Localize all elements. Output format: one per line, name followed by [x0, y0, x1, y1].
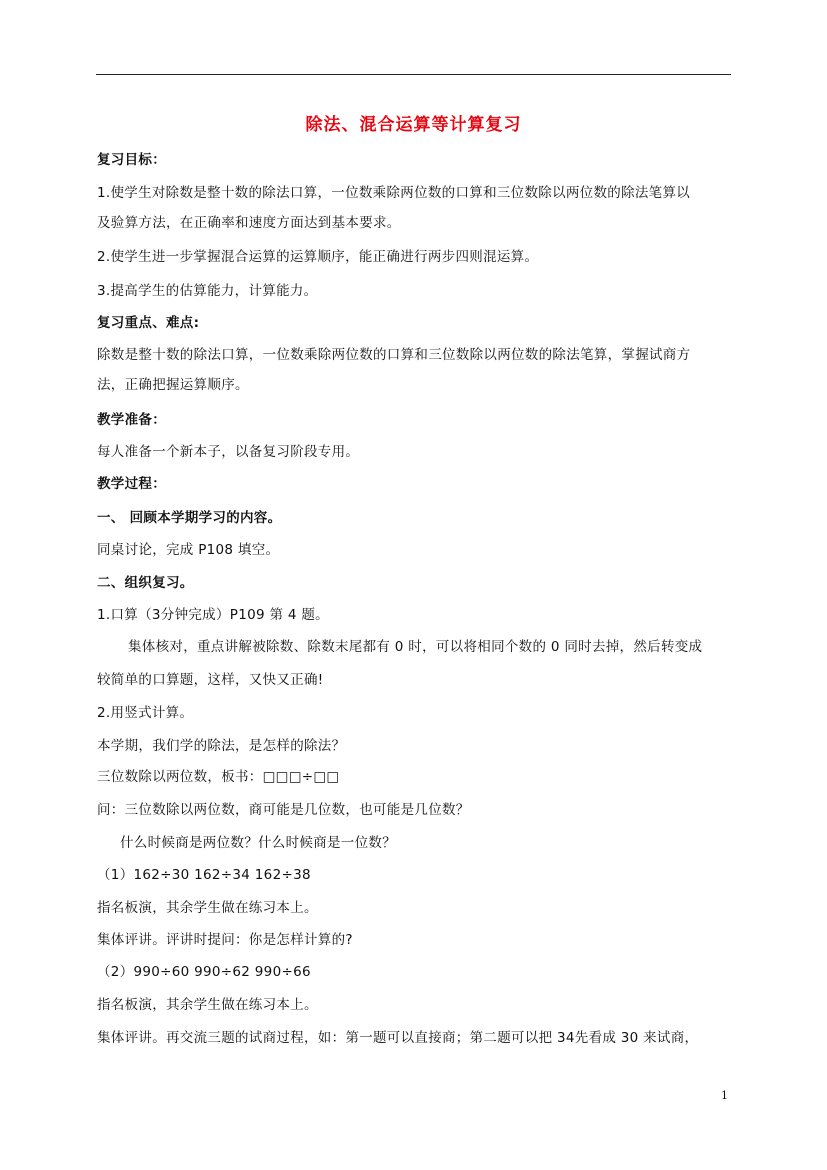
- paragraph-line: 集体评讲。再交流三题的试商过程，如：第一题可以直接商；第二题可以把 34先看成 30 来试商，: [97, 1030, 699, 1046]
- paragraph-line: 同桌讨论，完成 P108 填空。: [97, 542, 280, 558]
- paragraph-line: 2.用竖式计算。: [97, 705, 194, 721]
- exercise-line: （1）162÷30 162÷34 162÷38: [97, 867, 311, 883]
- paragraph-line: 什么时候商是两位数？什么时候商是一位数？: [120, 835, 396, 851]
- paragraph-line: 2.使学生进一步掌握混合运算的运算顺序，能正确进行两步四则混运算。: [97, 249, 539, 265]
- paragraph-line: 1.口算（3分钟完成）P109 第 4 题。: [97, 607, 329, 623]
- paragraph-line: 集体核对，重点讲解被除数、除数末尾都有 0 时，可以将相同个数的 0 同时去掉，然后转变成: [128, 639, 703, 655]
- heading-preparation: 教学准备：: [97, 412, 166, 428]
- document-title: 除法、混合运算等计算复习: [305, 115, 522, 135]
- heading-goals: 复习目标：: [97, 152, 166, 168]
- paragraph-line: 指名板演，其余学生做在练习本上。: [97, 900, 318, 916]
- heading-process: 教学过程：: [97, 476, 166, 492]
- paragraph-line: 及验算方法，在正确率和速度方面达到基本要求。: [97, 215, 401, 231]
- paragraph-line: 指名板演，其余学生做在练习本上。: [97, 997, 318, 1013]
- section-one-heading: 一、 回顾本学期学习的内容。: [97, 510, 282, 526]
- heading-key-points: 复习重点、难点:: [97, 315, 200, 331]
- header-rule: [96, 74, 731, 75]
- page-number: 1: [721, 1089, 728, 1102]
- section-two-heading: 二、组织复习。: [97, 575, 194, 591]
- paragraph-line: 每人准备一个新本子，以备复习阶段专用。: [97, 444, 360, 460]
- paragraph-line: 本学期，我们学的除法，是怎样的除法？: [97, 738, 346, 754]
- paragraph-line: 3.提高学生的估算能力，计算能力。: [97, 283, 318, 299]
- paragraph-line: 除数是整十数的除法口算，一位数乘除两位数的口算和三位数除以两位数的除法笔算，掌握试商方: [97, 347, 691, 363]
- paragraph-line: 三位数除以两位数，板书：□□□÷□□: [97, 769, 340, 785]
- paragraph-line: 较简单的口算题，这样，又快又正确!: [97, 672, 324, 688]
- paragraph-line: 集体评讲。评讲时提问：你是怎样计算的?: [97, 932, 353, 948]
- exercise-line: （2）990÷60 990÷62 990÷66: [97, 964, 311, 980]
- paragraph-line: 问：三位数除以两位数，商可能是几位数，也可能是几位数？: [97, 802, 470, 818]
- paragraph-line: 1.使学生对除数是整十数的除法口算，一位数乘除两位数的口算和三位数除以两位数的除法笔算以: [97, 185, 691, 201]
- paragraph-line: 法，正确把握运算顺序。: [97, 377, 249, 393]
